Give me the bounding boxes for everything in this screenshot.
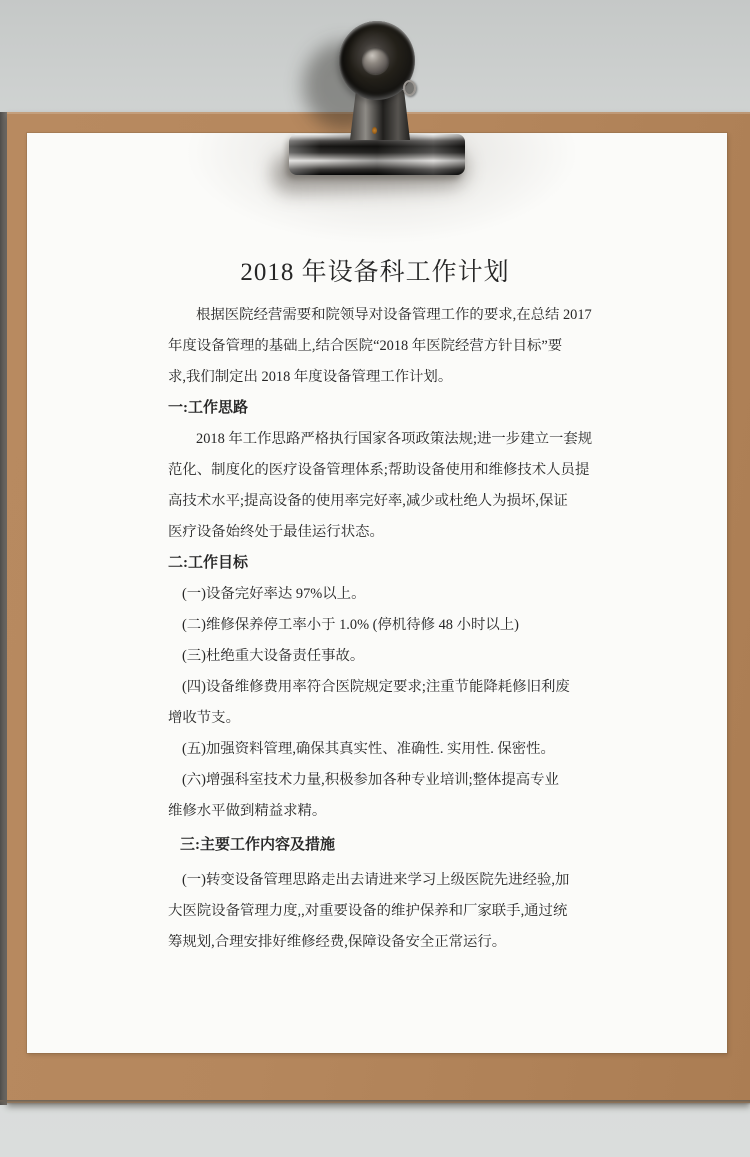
document-line-16: (六)增强科室技术力量,积极参加各种专业培训;整体提高专业 — [182, 772, 559, 788]
document-title: 2018 年设备科工作计划 — [240, 259, 510, 286]
document-line-13: (四)设备维修费用率符合医院规定要求;注重节能降耗修旧利废 — [182, 679, 570, 695]
document-line-19: (一)转变设备管理思路走出去请进来学习上级医院先进经验,加 — [182, 872, 570, 888]
document-line-5: 2018 年工作思路严格执行国家各项政策法规;进一步建立一套规 — [196, 431, 593, 447]
document-line-6: 范化、制度化的医疗设备管理体系;帮助设备使用和维修技术人员提 — [168, 462, 590, 478]
document-line-11: (二)维修保养停工率小于 1.0% (停机待修 48 小时以上) — [182, 617, 519, 633]
document-body — [168, 300, 593, 958]
document-line-20: 大医院设备管理力度,,对重要设备的维护保养和厂家联手,通过统 — [168, 903, 568, 919]
document-line-17: 维修水平做到精益求精。 — [168, 803, 327, 819]
clip-grip-bar — [289, 134, 465, 175]
clipboard-bottom-shadow — [0, 1100, 750, 1105]
clipboard-left-edge — [0, 112, 7, 1105]
document-line-1: 根据医院经营需要和院领导对设备管理工作的要求,在总结 2017 — [196, 307, 592, 323]
clip-hole — [362, 47, 389, 74]
document-line-3: 求,我们制定出 2018 年度设备管理工作计划。 — [168, 369, 453, 385]
document-line-12: (三)杜绝重大设备责任事故。 — [182, 648, 365, 664]
document-line-4: 一:工作思路 — [168, 400, 248, 416]
document-line-18: 三:主要工作内容及措施 — [180, 837, 335, 853]
document-line-7: 高技术水平;提高设备的使用率完好率,减少或杜绝人为损坏,保证 — [168, 493, 568, 509]
clip-glint — [372, 127, 377, 134]
document-line-9: 二:工作目标 — [168, 555, 248, 571]
document-line-15: (五)加强资料管理,确保其真实性、准确性. 实用性. 保密性。 — [182, 741, 555, 757]
document-line-21: 筹规划,合理安排好维修经费,保障设备安全正常运行。 — [168, 934, 507, 950]
document-page — [27, 133, 727, 1053]
document-line-2: 年度设备管理的基础上,结合医院“2018 年医院经营方针目标”要 — [168, 338, 563, 354]
document-line-8: 医疗设备始终处于最佳运行状态。 — [168, 524, 384, 540]
clip-lever-loop — [403, 80, 416, 96]
document-line-14: 增收节支。 — [168, 710, 240, 726]
document-line-10: (一)设备完好率达 97%以上。 — [182, 586, 366, 602]
document-text-block — [168, 252, 593, 958]
